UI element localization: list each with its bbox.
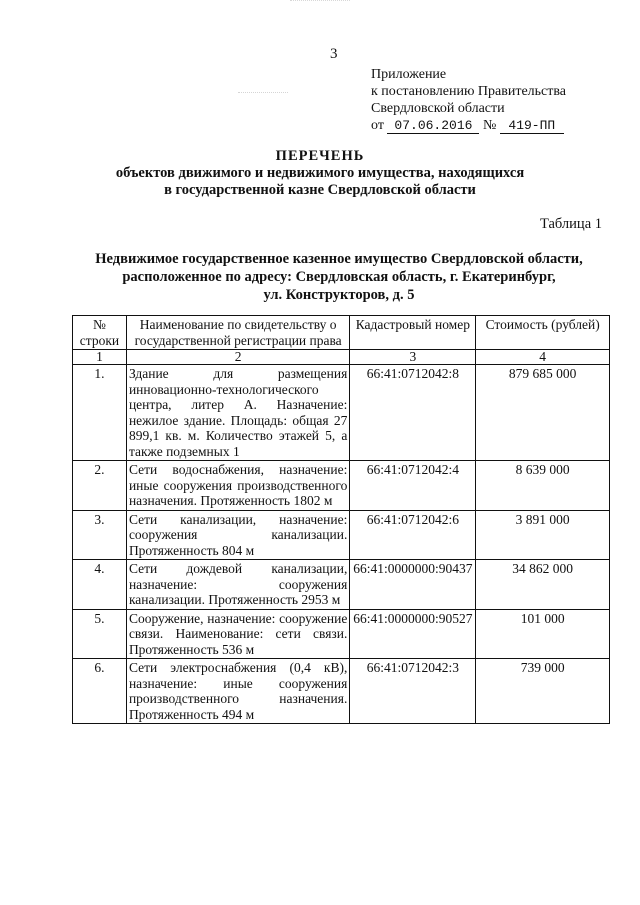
row-cost: 879 685 000 — [476, 365, 610, 461]
index-cell: 2 — [126, 350, 349, 365]
row-cadastral: 66:41:0712042:6 — [350, 510, 476, 560]
header-num: № строки — [73, 316, 127, 350]
title-main: ПЕРЕЧЕНЬ — [275, 148, 365, 164]
appendix-date-line — [371, 117, 566, 134]
appendix-line: Приложение — [371, 67, 447, 82]
row-name: Здание для размещения инновационно-технологического центра, литер А. Назначение: нежилое здание. Площадь: общая 27 899,1 кв. м. Количество этажей 5, а также подземных 1 — [126, 365, 349, 461]
date-prefix: от — [371, 118, 384, 133]
row-num: 4. — [73, 560, 127, 610]
subtitle-line: ул. Конструкторов, д. 5 — [263, 287, 415, 303]
date-value: 07.06.2016 — [387, 119, 479, 134]
property-table — [72, 315, 610, 724]
index-cell: 3 — [350, 350, 476, 365]
row-num: 1. — [73, 365, 127, 461]
row-cadastral: 66:41:0000000:90437 — [350, 560, 476, 610]
appendix-block — [371, 66, 566, 134]
table-row — [73, 659, 610, 724]
row-cadastral: 66:41:0712042:8 — [350, 365, 476, 461]
appendix-line: к постановлению Правительства — [371, 84, 567, 99]
table-index-row — [73, 350, 610, 365]
row-name: Сети водоснабжения, назначение: иные сооружения производственного назначения. Протяженность 1802 м — [126, 461, 349, 511]
subtitle-line: расположенное по адресу: Свердловская область, г. Екатеринбург, — [122, 269, 556, 285]
index-cell: 1 — [73, 350, 127, 365]
row-cost: 3 891 000 — [476, 510, 610, 560]
table-header-row — [73, 316, 610, 350]
table-row — [73, 365, 610, 461]
row-cadastral: 66:41:0000000:90527 — [350, 609, 476, 659]
row-num: 5. — [73, 609, 127, 659]
appendix-line: Свердловской области — [371, 101, 505, 116]
row-num: 6. — [73, 659, 127, 724]
document-title — [0, 148, 640, 199]
subtitle-line: Недвижимое государственное казенное имущество Свердловской области, — [95, 251, 583, 267]
table-row — [73, 510, 610, 560]
header-cost: Стоимость (рублей) — [476, 316, 610, 350]
row-cost: 34 862 000 — [476, 560, 610, 610]
page-number: 3 — [330, 46, 338, 62]
row-name: Сооружение, назначение: сооружение связи. Наименование: сети связи. Протяженность 536 м — [126, 609, 349, 659]
row-cost: 8 639 000 — [476, 461, 610, 511]
table-label: Таблица 1 — [539, 216, 602, 232]
row-cadastral: 66:41:0712042:3 — [350, 659, 476, 724]
scan-artifact — [290, 0, 350, 7]
title-line: объектов движимого и недвижимого имущества, находящихся — [115, 165, 525, 181]
header-cadastral: Кадастровый номер — [350, 316, 476, 350]
table-row — [73, 560, 610, 610]
number-value: 419-ПП — [500, 119, 564, 134]
row-name: Сети дождевой канализации, назначение: сооружения канализации. Протяженность 2953 м — [126, 560, 349, 610]
row-num: 3. — [73, 510, 127, 560]
header-name: Наименование по свидетельству о государственной регистрации права — [126, 316, 349, 350]
table-row — [73, 609, 610, 659]
row-name: Сети канализации, назначение: сооружения канализации. Протяженность 804 м — [126, 510, 349, 560]
scan-artifact — [238, 92, 288, 95]
row-num: 2. — [73, 461, 127, 511]
index-cell: 4 — [476, 350, 610, 365]
row-cost: 101 000 — [476, 609, 610, 659]
table-subtitle — [0, 250, 640, 304]
row-cadastral: 66:41:0712042:4 — [350, 461, 476, 511]
table-row — [73, 461, 610, 511]
title-line: в государственной казне Свердловской области — [164, 182, 476, 198]
row-name: Сети электроснабжения (0,4 кВ), назначение: иные сооружения производственного назначения. Протяженность 494 м — [126, 659, 349, 724]
row-cost: 739 000 — [476, 659, 610, 724]
number-prefix: № — [482, 118, 497, 133]
